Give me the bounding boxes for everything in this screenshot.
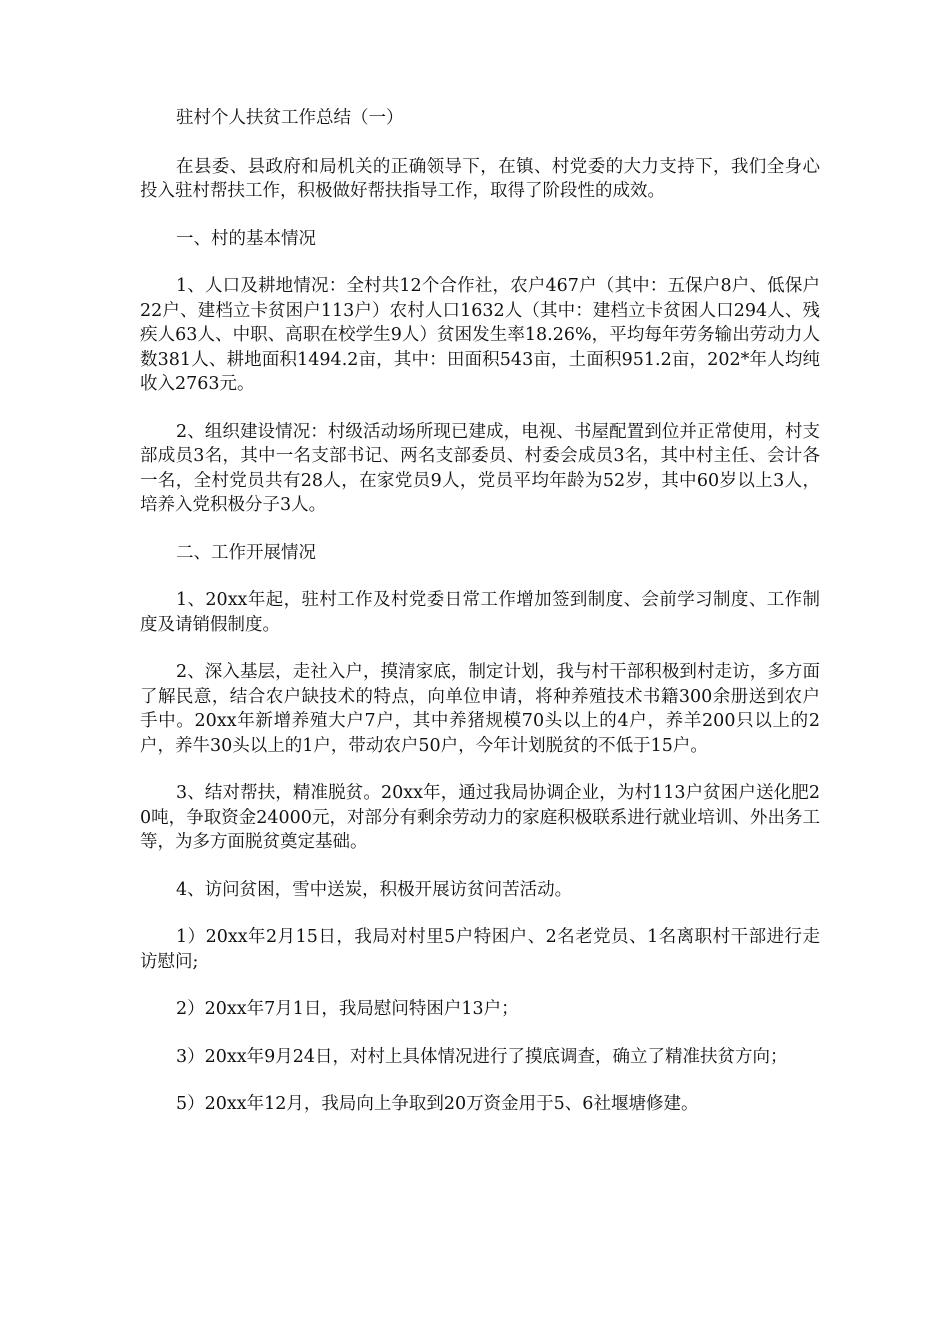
visit-item-5: 5）20xx年12月，我局向上争取到20万资金用于5、6社堰塘修建。 [176, 1094, 699, 1114]
work-item-1: 1、20xx年起，驻村工作及村党委日常工作增加签到制度、会前学习制度、工作制度及请销假制度。 [140, 590, 820, 635]
document-title: 驻村个人扶贫工作总结（一） [176, 108, 404, 128]
organization-paragraph: 2、组织建设情况：村级活动场所现已建成，电视、书屋配置到位并正常使用，村支部成员3名，其中一名支部书记、两名支部委员、村委会成员3名，其中村主任、会计各一名，全村党员共有28人，在家党员9人，党员平均年龄为52岁，其中60岁以上3人，培养入党积极分子3人。 [140, 421, 820, 515]
intro-paragraph: 在县委、县政府和局机关的正确领导下，在镇、村党委的大力支持下，我们全身心投入驻村帮扶工作，积极做好帮扶指导工作，取得了阶段性的成效。 [140, 156, 820, 201]
section2-heading: 二、工作开展情况 [176, 542, 316, 563]
visit-item-1: 1）20xx年2月15日，我局对村里5户特困户、2名老党员、1名离职村干部进行走访慰问; [140, 927, 820, 972]
visit-item-2: 2）20xx年7月1日，我局慰问特困户13户； [176, 999, 519, 1019]
work-item-3: 3、结对帮扶，精准脱贫。20xx年，通过我局协调企业，为村113户贫困户送化肥20吨，争取资金24000元，对部分有剩余劳动力的家庭积极联系进行就业培训、外出务工等，为多方面脱贫奠定基础。 [140, 783, 820, 852]
population-paragraph: 1、人口及耕地情况：全村共12个合作社，农户467户（其中：五保户8户、低保户22户、建档立卡贫困户113户）农村人口1632人（其中：建档立卡贫困人口294人、残疾人63人、中职、高职在校学生9人）贫困发生率18.26%，平均每年劳务输出劳动力人数381人、耕地面积1494.2亩，其中：田面积543亩，土面积951.2亩，202*年人均纯收入2763元。 [140, 276, 820, 394]
document-page [140, 106, 820, 1140]
work-item-4: 4、访问贫困，雪中送炭，积极开展访贫问苦活动。 [176, 879, 573, 900]
work-item-2: 2、深入基层，走社入户，摸清家底，制定计划，我与村干部积极到村走访，多方面了解民意，结合农户缺技术的特点，向单位申请，将种养殖技术书籍300余册送到农户手中。20xx年新增养殖大户7户，其中养猪规模70头以上的4户，养羊200只以上的2户，养牛30头以上的1户，带动农户50户，今年计划脱贫的不低于15户。 [140, 662, 820, 756]
section1-heading: 一、村的基本情况 [176, 228, 316, 249]
visit-item-3: 3）20xx年9月24日，对村上具体情况进行了摸底调查，确立了精准扶贫方向； [176, 1046, 788, 1067]
